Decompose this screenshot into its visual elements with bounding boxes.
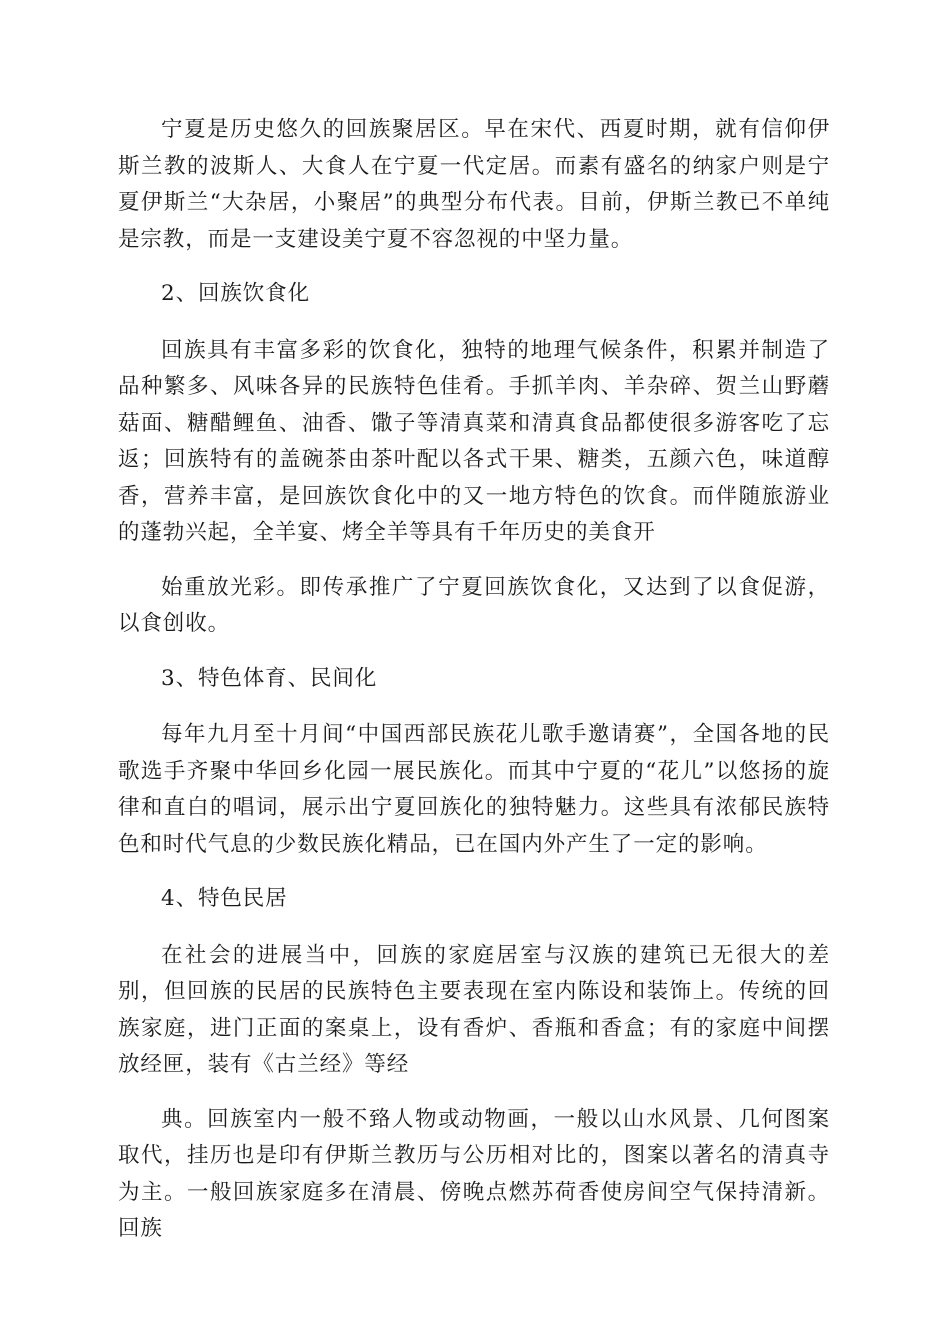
paragraph-food-continued: 始重放光彩。即传承推广了宁夏回族饮食化，又达到了以食促游，以食创收。 (118, 574, 830, 636)
section-heading-food: 2、回族饮食化 (161, 281, 310, 306)
spacer (118, 1084, 830, 1102)
spacer (118, 258, 830, 276)
spacer (118, 313, 830, 333)
spacer (118, 918, 830, 938)
paragraph-huaer-songs: 每年九月至十月间“中国西部民族花儿歌手邀请赛”，全国各地的民歌选手齐聚中华回乡化园一展民族化。而其中宁夏的“花儿”以悠扬的旋律和直白的唱词，展示出宁夏回族化的独特魅力。这些具有浓郁民族特色和时代气息的少数民族化精品，已在国内外产生了一定的影响。 (118, 722, 830, 857)
spacer (118, 552, 830, 570)
paragraph-food-culture: 回族具有丰富多彩的饮食化，独特的地理气候条件，积累并制造了品种繁多、风味各异的民族特色佳肴。手抓羊肉、羊杂碎、贺兰山野蘑菇面、糖醋鲤鱼、油香、馓子等清真菜和清真食品都使很多游客吃了忘返；回族特有的盖碗茶由茶叶配以各式干果、糖类，五颜六色，味道醇香，营养丰富，是回族饮食化中的又一地方特色的饮食。而伴随旅游业的蓬勃兴起，全羊宴、烤全羊等具有千年历史的美食开 (118, 337, 830, 545)
document-body (118, 112, 830, 1248)
paragraph-dwellings-continued: 典。回族室内一般不臵人物或动物画，一般以山水风景、几何图案取代，挂历也是印有伊斯兰教历与公历相对比的，图案以著名的清真寺为主。一般回族家庭多在清晨、傍晚点燃苏荷香使房间空气保持清新。回族 (118, 1106, 830, 1241)
paragraph-ningxia-history: 宁夏是历史悠久的回族聚居区。早在宋代、西夏时期，就有信仰伊斯兰教的波斯人、大食人在宁夏一代定居。而素有盛名的纳家户则是宁夏伊斯兰“大杂居，小聚居”的典型分布代表。目前，伊斯兰教已不单纯是宗教，而是一支建设美宁夏不容忽视的中坚力量。 (118, 117, 830, 252)
paragraph-dwellings: 在社会的进展当中，回族的家庭居室与汉族的建筑已无很大的差别，但回族的民居的民族特色主要表现在室内陈设和装饰上。传统的回族家庭，进门正面的案桌上，设有香炉、香瓶和香盒；有的家庭中间摆放经匣，装有《古兰经》等经 (118, 942, 830, 1077)
section-heading-dwellings: 4、特色民居 (161, 886, 288, 911)
spacer (118, 643, 830, 661)
spacer (118, 863, 830, 881)
section-heading-sports: 3、特色体育、民间化 (161, 665, 378, 691)
spacer (118, 697, 830, 717)
